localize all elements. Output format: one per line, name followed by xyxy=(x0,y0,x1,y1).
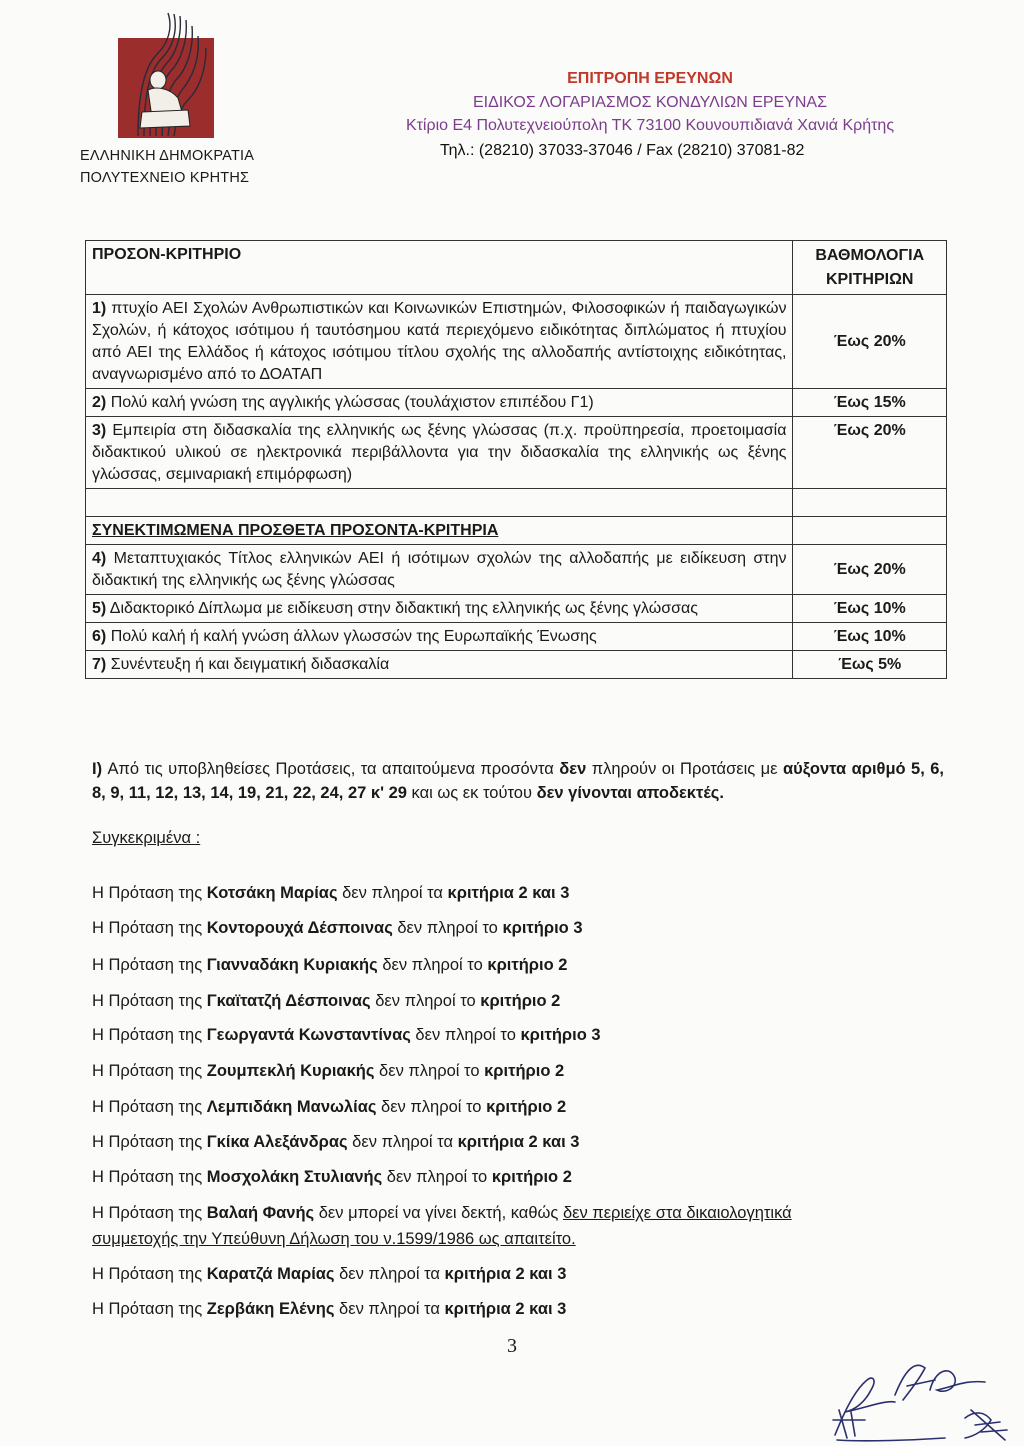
list-item xyxy=(92,1131,579,1153)
criterion-number: 4) xyxy=(92,550,107,567)
intro-text-3: και ως εκ τούτου xyxy=(411,784,532,802)
criterion-cell xyxy=(86,595,793,623)
list-item xyxy=(92,882,569,904)
list-item xyxy=(92,1096,566,1118)
table-row xyxy=(86,389,947,417)
proposal-name: Γκίκα Αλεξάνδρας xyxy=(206,1133,348,1151)
additional-criteria-heading: ΣΥΝΕΚΤΙΜΩΜΕΝΑ ΠΡΟΣΘΕΤΑ ΠΡΟΣΟΝΤΑ-ΚΡΙΤΗΡΙΑ xyxy=(86,517,793,545)
spacer-cell xyxy=(86,489,793,517)
signature-image xyxy=(825,1350,1015,1445)
table-row xyxy=(86,545,947,595)
score-column-header: ΒΑΘΜΟΛΟΓΙΑ ΚΡΙΤΗΡΙΩΝ xyxy=(793,241,947,295)
score-cell: Έως 20% xyxy=(793,295,947,389)
criterion-column-header: ΠΡΟΣΟΝ-ΚΡΙΤΗΡΙΟ xyxy=(86,241,793,295)
criterion-text: Μεταπτυχιακός Τίτλος ελληνικών ΑΕΙ ή ισότιμων σχολών της αλλοδαπής με ειδίκευση στην διδακτική της ελληνικής ως ξένης γλώσσας xyxy=(92,550,787,589)
proposal-criteria: κριτήρια 2 και 3 xyxy=(447,884,570,902)
proposal-reason-1: δεν περιείχε στα δικαιολογητικά xyxy=(562,1204,792,1222)
criterion-cell xyxy=(86,295,793,389)
committee-title: ΕΠΙΤΡΟΠΗ ΕΡΕΥΝΩΝ xyxy=(567,70,733,87)
criterion-text: Πολύ καλή γνώση της αγγλικής γλώσσας (τουλάχιστον επιπέδου Γ1) xyxy=(110,394,594,411)
score-cell: Έως 10% xyxy=(793,623,947,651)
proposal-name: Ζουμπεκλή Κυριακής xyxy=(206,1062,375,1080)
criterion-number: 1) xyxy=(92,300,107,317)
table-row xyxy=(86,595,947,623)
proposal-name: Γεωργαντά Κωνσταντίνας xyxy=(206,1026,411,1044)
proposal-criteria: κριτήριο 2 xyxy=(486,1098,567,1116)
proposal-prefix: Η Πρόταση της xyxy=(92,1133,203,1151)
intro-bold-2: αύξοντα αριθμό 5, 6, 8, 9, 11, 12, 13, 14, 19, 21, 22, 24, 27 κ' 29 xyxy=(92,760,945,802)
proposal-criteria: κριτήριο 3 xyxy=(520,1026,601,1044)
list-item xyxy=(92,954,567,976)
table-row xyxy=(86,651,947,679)
proposal-criteria: κριτήρια 2 και 3 xyxy=(444,1265,567,1283)
proposal-reason-2: συμμετοχής την Υπεύθυνη Δήλωση του ν.1599/1986 ως απαιτείτο. xyxy=(92,1230,576,1248)
phone-line: Τηλ.: (28210) 37033-37046 / Fax (28210) 37081-82 xyxy=(440,142,805,159)
proposal-name: Ζερβάκη Ελένης xyxy=(206,1300,335,1318)
proposal-criteria: κριτήριο 2 xyxy=(487,956,568,974)
university-logo xyxy=(118,8,214,156)
criterion-number: 5) xyxy=(92,600,107,617)
intro-paragraph xyxy=(92,757,944,805)
proposal-prefix: Η Πρόταση της xyxy=(92,956,203,974)
proposal-name: Γιανναδάκη Κυριακής xyxy=(206,956,378,974)
criterion-text: Πολύ καλή ή καλή γνώση άλλων γλωσσών της Ευρωπαϊκής Ένωσης xyxy=(110,628,597,645)
proposal-prefix: Η Πρόταση της xyxy=(92,1300,203,1318)
proposal-criteria: κριτήριο 2 xyxy=(484,1062,565,1080)
proposal-prefix: Η Πρόταση της xyxy=(92,1026,203,1044)
table-row xyxy=(86,295,947,389)
proposal-criteria: κριτήριο 3 xyxy=(502,919,583,937)
criterion-text: πτυχίο ΑΕΙ Σχολών Ανθρωπιστικών και Κοινωνικών Επιστημών, Φιλοσοφικών ή παιδαγωγικών Σχολών, ή κάτοχος ισότιμου ή ταυτόσημου κατά περιεχόμενο ειδικότητας διπλώματος ή πτυχίου από ΑΕΙ της Ελλάδος ή κάτοχος ισότιμου τίτλου σχολής της αλλοδαπής αντίστοιχης ειδικότητας, αναγνωρισμένο από το ΔΟΑΤΑΠ xyxy=(92,300,787,383)
proposal-criteria: κριτήρια 2 και 3 xyxy=(444,1300,567,1318)
school-label: ΠΟΛΥΤΕΧΝΕΙΟ ΚΡΗΤΗΣ xyxy=(80,170,250,186)
table-section-heading-row xyxy=(86,517,947,545)
criterion-number: 3) xyxy=(92,422,107,439)
proposal-criteria: κριτήριο 2 xyxy=(491,1168,572,1186)
proposal-middle: δεν πληροί το xyxy=(415,1026,516,1044)
score-cell: Έως 20% xyxy=(793,545,947,595)
proposal-middle: δεν πληροί το xyxy=(382,956,483,974)
table-spacer-row xyxy=(86,489,947,517)
proposal-name: Μοσχολάκη Στυλιανής xyxy=(206,1168,383,1186)
list-item xyxy=(92,1166,572,1188)
criteria-table xyxy=(85,240,947,679)
proposal-prefix: Η Πρόταση της xyxy=(92,1204,203,1222)
intro-bold-3: δεν γίνονται αποδεκτές. xyxy=(536,784,724,802)
intro-bold-1: δεν xyxy=(559,760,587,778)
score-cell: Έως 15% xyxy=(793,389,947,417)
table-row xyxy=(86,623,947,651)
proposal-prefix: Η Πρόταση της xyxy=(92,1168,203,1186)
proposal-prefix: Η Πρόταση της xyxy=(92,1062,203,1080)
list-item xyxy=(92,1024,601,1046)
score-cell: Έως 10% xyxy=(793,595,947,623)
score-cell: Έως 5% xyxy=(793,651,947,679)
list-item xyxy=(92,990,560,1012)
intro-marker: I) xyxy=(92,760,103,778)
proposal-criteria: κριτήριο 2 xyxy=(480,992,561,1010)
criterion-number: 2) xyxy=(92,394,107,411)
criterion-number: 7) xyxy=(92,656,107,673)
country-label: ΕΛΛΗΝΙΚΗ ΔΗΜΟΚΡΑΤΙΑ xyxy=(80,148,255,164)
list-item xyxy=(92,1298,566,1320)
criterion-cell xyxy=(86,545,793,595)
intro-text-2: πληρούν οι Προτάσεις με xyxy=(591,760,778,778)
criterion-text: Διδακτορικό Δίπλωμα με ειδίκευση στην διδακτική της ελληνικής ως ξένης γλώσσας xyxy=(109,600,698,617)
proposal-name: Βαλαή Φανής xyxy=(206,1204,315,1222)
criterion-cell xyxy=(86,417,793,489)
list-item-continued xyxy=(92,1228,576,1250)
proposal-middle: δεν πληροί το xyxy=(379,1062,480,1080)
proposal-name: Κοτσάκη Μαρίας xyxy=(206,884,338,902)
proposal-prefix: Η Πρόταση της xyxy=(92,992,203,1010)
proposal-middle: δεν πληροί το xyxy=(386,1168,488,1186)
page-number: 3 xyxy=(507,1335,517,1357)
proposal-middle: δεν πληροί τα xyxy=(342,884,443,902)
criterion-cell xyxy=(86,389,793,417)
list-item xyxy=(92,917,583,939)
proposal-middle: δεν μπορεί να γίνει δεκτή, καθώς xyxy=(318,1204,559,1222)
table-row xyxy=(86,417,947,489)
list-item xyxy=(92,1263,566,1285)
intro-text-1: Από τις υποβληθείσες Προτάσεις, τα απαιτούμενα προσόντα xyxy=(107,760,554,778)
proposal-prefix: Η Πρόταση της xyxy=(92,1265,203,1283)
spacer-cell xyxy=(793,517,947,545)
proposal-criteria: κριτήρια 2 και 3 xyxy=(457,1133,580,1151)
proposal-middle: δεν πληροί το xyxy=(375,992,476,1010)
specifically-label: Συγκεκριμένα : xyxy=(92,829,201,847)
address-line: Κτίριο Ε4 Πολυτεχνειούπολη ΤΚ 73100 Κουνουπιδιανά Χανιά Κρήτης xyxy=(405,117,895,134)
proposal-middle: δεν πληροί τα xyxy=(339,1265,440,1283)
proposal-middle: δεν πληροί το xyxy=(381,1098,482,1116)
criterion-number: 6) xyxy=(92,628,107,645)
proposal-name: Γκαϊτατζή Δέσποινας xyxy=(206,992,371,1010)
list-item xyxy=(92,1060,564,1082)
proposal-prefix: Η Πρόταση της xyxy=(92,884,203,902)
proposal-name: Λεμπιδάκη Μανωλίας xyxy=(206,1098,377,1116)
criterion-cell xyxy=(86,651,793,679)
proposal-middle: δεν πληροί το xyxy=(397,919,498,937)
department-label: ΕΙΔΙΚΟΣ ΛΟΓΑΡΙΑΣΜΟΣ ΚΟΝΔΥΛΙΩΝ ΕΡΕΥΝΑΣ xyxy=(473,94,827,111)
criterion-text: Συνέντευξη ή και δειγματική διδασκαλία xyxy=(110,656,390,673)
list-item xyxy=(92,1202,942,1224)
proposal-middle: δεν πληροί τα xyxy=(352,1133,453,1151)
table-header-row xyxy=(86,241,947,295)
criterion-text: Εμπειρία στη διδασκαλία της ελληνικής ως ξένης γλώσσας (π.χ. προϋπηρεσία, προετοιμασία διδακτικού υλικού σε ηλεκτρονικά περιβάλλοντα για την διδασκαλία της ελληνικής ως ξένης γλώσσας, σεμιναριακή επιμόρφωση) xyxy=(92,422,787,483)
spacer-cell xyxy=(793,489,947,517)
proposal-prefix: Η Πρόταση της xyxy=(92,1098,203,1116)
proposal-middle: δεν πληροί τα xyxy=(339,1300,440,1318)
proposal-name: Καρατζά Μαρίας xyxy=(206,1265,335,1283)
score-cell: Έως 20% xyxy=(793,417,947,489)
criterion-cell xyxy=(86,623,793,651)
proposal-name: Κοντορουχά Δέσποινας xyxy=(206,919,393,937)
proposal-prefix: Η Πρόταση της xyxy=(92,919,203,937)
